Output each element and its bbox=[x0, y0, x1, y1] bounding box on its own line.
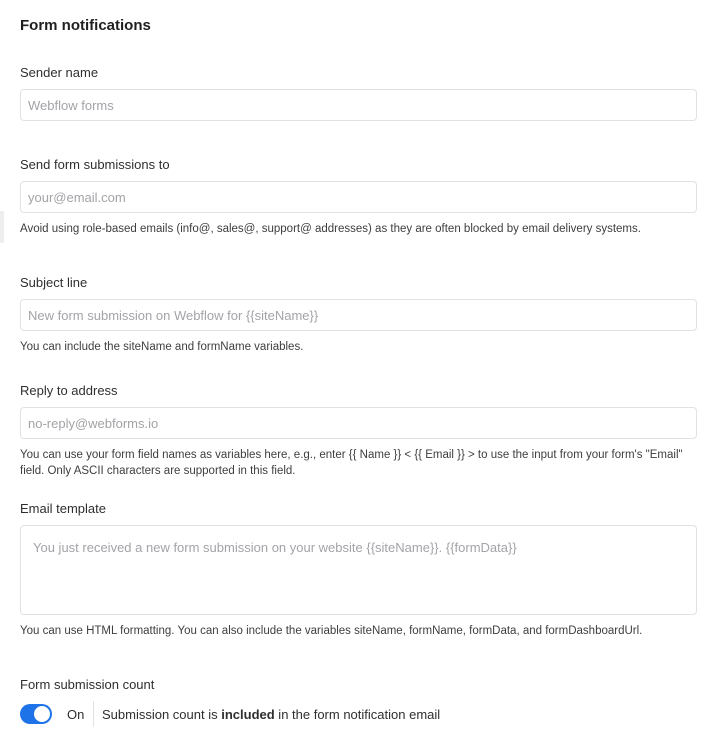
subject-line-help-text: You can include the siteName and formName variables. bbox=[20, 341, 304, 353]
sender-name-label: Sender name bbox=[20, 65, 99, 80]
toggle-knob bbox=[34, 706, 50, 722]
description-suffix: in the form notification email bbox=[274, 707, 441, 722]
divider bbox=[93, 701, 94, 727]
email-template-help-text: You can use HTML formatting. You can also include the variables siteName, formName, formData, and formDashboardUrl. bbox=[20, 625, 643, 637]
email-template-textarea[interactable] bbox=[20, 525, 697, 615]
submission-count-toggle[interactable] bbox=[20, 704, 52, 724]
description-prefix: Submission count is bbox=[102, 707, 222, 722]
toggle-state-label: On bbox=[67, 707, 85, 722]
submission-count-description bbox=[102, 707, 440, 722]
email-template-label: Email template bbox=[20, 501, 106, 516]
reply-to-input[interactable] bbox=[20, 407, 697, 439]
side-panel-tab bbox=[0, 211, 4, 243]
page-title: Form notifications bbox=[20, 17, 151, 34]
reply-to-help-text: You can use your form field names as variables here, e.g., enter {{ Name }} < {{ Email }} > to use the input from your form's "Email" field. Only ASCII characters are supported in this field. bbox=[20, 449, 683, 477]
send-to-label: Send form submissions to bbox=[20, 157, 170, 172]
send-to-email-input[interactable] bbox=[20, 181, 697, 213]
sender-name-input[interactable] bbox=[20, 89, 697, 121]
subject-line-input[interactable] bbox=[20, 299, 697, 331]
send-to-help-text: Avoid using role-based emails (info@, sales@, support@ addresses) as they are often blocked by email delivery systems. bbox=[20, 223, 641, 235]
reply-to-label: Reply to address bbox=[20, 383, 118, 398]
description-emphasis: included bbox=[221, 707, 275, 722]
subject-line-label: Subject line bbox=[20, 275, 88, 290]
submission-count-label: Form submission count bbox=[20, 677, 155, 692]
